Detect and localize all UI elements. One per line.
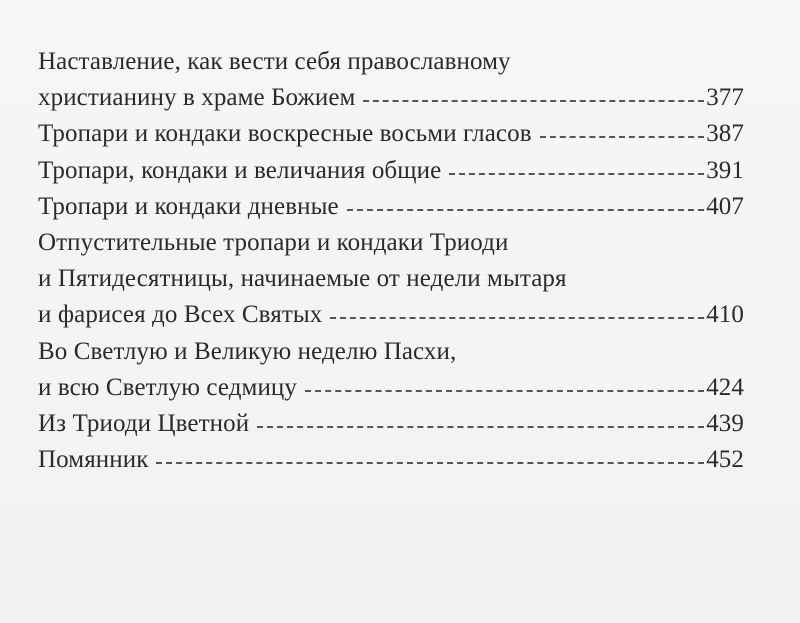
toc-page-number: 452 (706, 446, 744, 474)
toc-page-number: 377 (706, 84, 744, 112)
dot-leader (363, 100, 704, 102)
toc-entry-1 (38, 44, 744, 116)
toc-page-number: 391 (706, 156, 744, 184)
toc-entry-last-line (38, 153, 744, 189)
toc-entry-last-line (38, 297, 744, 333)
dot-leader (347, 209, 705, 211)
toc-entry-3 (38, 153, 744, 189)
toc-entry-title-line: Отпустительные тропари и кондаки Триоди (38, 229, 509, 257)
toc-entry-title: Тропари, кондаки и величания общие (38, 156, 442, 184)
toc-entry-last-line (38, 80, 744, 116)
toc-entry-2 (38, 116, 744, 152)
table-of-contents (38, 44, 744, 478)
dot-leader (540, 136, 705, 138)
toc-entry-title: Из Триоди Цветной (38, 410, 250, 438)
toc-entry-8 (38, 442, 744, 478)
toc-entry-last-line (38, 406, 744, 442)
toc-page-number: 407 (706, 192, 744, 220)
toc-entry-title: и фарисея до Всех Святых (38, 301, 323, 329)
dot-leader (305, 390, 704, 392)
toc-entry-title-line: и Пятидесятницы, начинаемые от недели мытаря (38, 265, 567, 293)
toc-entry-7 (38, 406, 744, 442)
toc-entry-title: Помянник (38, 446, 149, 474)
toc-entry-title-line: Наставление, как вести себя православному (38, 48, 511, 75)
dot-leader (257, 426, 704, 428)
toc-page-number: 410 (706, 301, 744, 329)
toc-entry-title: христианину в храме Божием (38, 84, 356, 112)
toc-entry-last-line (38, 116, 744, 152)
dot-leader (449, 173, 704, 175)
toc-page-number: 387 (706, 120, 744, 148)
toc-entry-5 (38, 225, 744, 334)
toc-entry-last-line (38, 442, 744, 478)
dot-leader (156, 462, 704, 464)
dot-leader (330, 317, 704, 319)
toc-entry-title-line: Во Светлую и Великую неделю Пасхи, (38, 337, 457, 365)
toc-entry-last-line (38, 370, 744, 406)
toc-page-number: 424 (706, 373, 744, 401)
toc-entry-title: Тропари и кондаки дневные (38, 192, 339, 220)
toc-entry-title: Тропари и кондаки воскресные восьми гласов (38, 120, 532, 148)
toc-entry-4 (38, 189, 744, 225)
toc-page-number: 439 (706, 410, 744, 438)
toc-entry-last-line (38, 189, 744, 225)
toc-entry-title: и всю Светлую седмицу (38, 373, 298, 401)
toc-entry-6 (38, 334, 744, 406)
